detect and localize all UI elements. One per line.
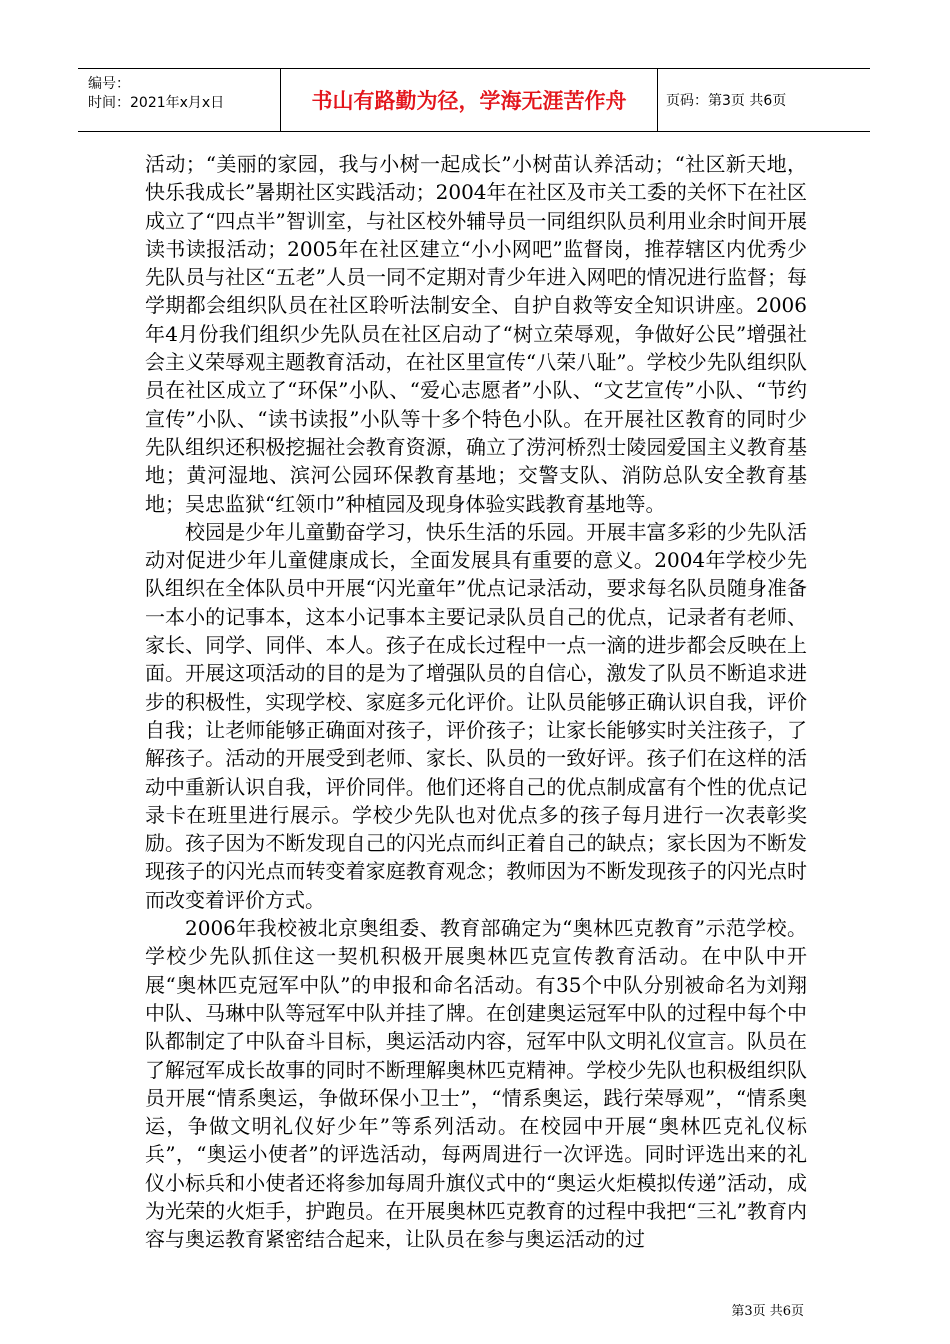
header-meta — [78, 69, 281, 131]
page-footer: 第3页 共6页 — [731, 1304, 804, 1319]
document-number-label: 编号： — [88, 76, 130, 92]
paragraph-olympic-education: 2006年我校被北京奥组委、教育部确定为“奥林匹克教育”示范学校。学校少先队抓住这一契机积极开展奥林匹克宣传教育活动。在中队中开展“奥林匹克冠军中队”的申报和命名活动。有35个中队分别被命名为刘翔中队、马琳中队等冠军中队并挂了牌。在创建奥运冠军中队的过程中每个中队都制定了中队奋斗目标，奥运活动内容，冠军中队文明礼仪宣言。队员在了解冠军成长故事的同时不断理解奥林匹克精神。学校少先队也积极组织队员开展“情系奥运，争做环保小卫士”，“情系奥运，践行荣辱观”，“情系奥运，争做文明礼仪好少年”等系列活动。在校园中开展“奥林匹克礼仪标兵”，“奥运小使者”的评选活动，每两周进行一次评选。同时评选出来的礼仪小标兵和小使者还将参加每周升旗仪式中的“奥运火炬模拟传递”活动，成为光荣的火炬手，护跑员。在开展奥林匹克教育的过程中我把“三礼”教育内容与奥运教育紧密结合起来，让队员在参与奥运活动的过 — [145, 916, 807, 1252]
page-header — [78, 68, 870, 132]
paragraph-campus-activities: 校园是少年儿童勤奋学习，快乐生活的乐园。开展丰富多彩的少先队活动对促进少年儿童健康成长，全面发展具有重要的意义。2004年学校少先队组织在全体队员中开展“闪光童年”优点记录活动，要求每名队员随身准备一本小的记事本，这本小记事本主要记录队员自己的优点，记录者有老师、家长、同学、同伴、本人。孩子在成长过程中一点一滴的进步都会反映在上面。开展这项活动的目的是为了增强队员的自信心，激发了队员不断追求进步的积极性，实现学校、家庭多元化评价。让队员能够正确认识自我，评价自我；让老师能够正确面对孩子，评价孩子；让家长能够实时关注孩子，了解孩子。活动的开展受到老师、家长、队员的一致好评。孩子们在这样的活动中重新认识自我，评价同伴。他们还将自己的优点制成富有个性的优点记录卡在班里进行展示。学校少先队也对优点多的孩子每月进行一次表彰奖励。孩子因为不断发现自己的闪光点而纠正着自己的缺点；家长因为不断发现孩子的闪光点而转变着家庭教育观念；教师因为不断发现孩子的闪光点时而改变着评价方式。 — [145, 519, 807, 912]
document-date: 时间：2021年x月x日 — [88, 95, 225, 111]
paragraph-continued: 活动；“美丽的家园，我与小树一起成长”小树苗认养活动；“社区新天地，快乐我成长”暑期社区实践活动；2004年在社区及市关工委的关怀下在社区成立了“四点半”智训室，与社区校外辅导员一同组织队员利用业余时间开展读书读报活动；2005年在社区建立“小小网吧”监督岗，推荐辖区内优秀少先队员与社区“五老”人员一同不定期对青少年进入网吧的情况进行监督；每学期都会组织队员在社区聆听法制安全、自护自救等安全知识讲座。2006年4月份我们组织少先队员在社区启动了“树立荣辱观，争做好公民”增强社会主义荣辱观主题教育活动，在社区里宣传“八荣八耻”。学校少先队组织队员在社区成立了“环保”小队、“爱心志愿者”小队、“文艺宣传”小队、“节约宣传”小队、“读书读报”小队等十多个特色小队。在开展社区教育的同时少先队组织还积极挖掘社会教育资源，确立了涝河桥烈士陵园爱国主义教育基地；黄河湿地、滨河公园环保教育基地；交警支队、消防总队安全教育基地；吴忠监狱“红领巾”种植园及现身体验实践教育基地等。 — [145, 152, 807, 516]
header-page-number: 页码：第3页 共6页 — [666, 93, 787, 109]
document-body — [145, 150, 807, 1254]
header-motto: 书山有路勤为径，学海无涯苦作舟 — [281, 69, 658, 131]
